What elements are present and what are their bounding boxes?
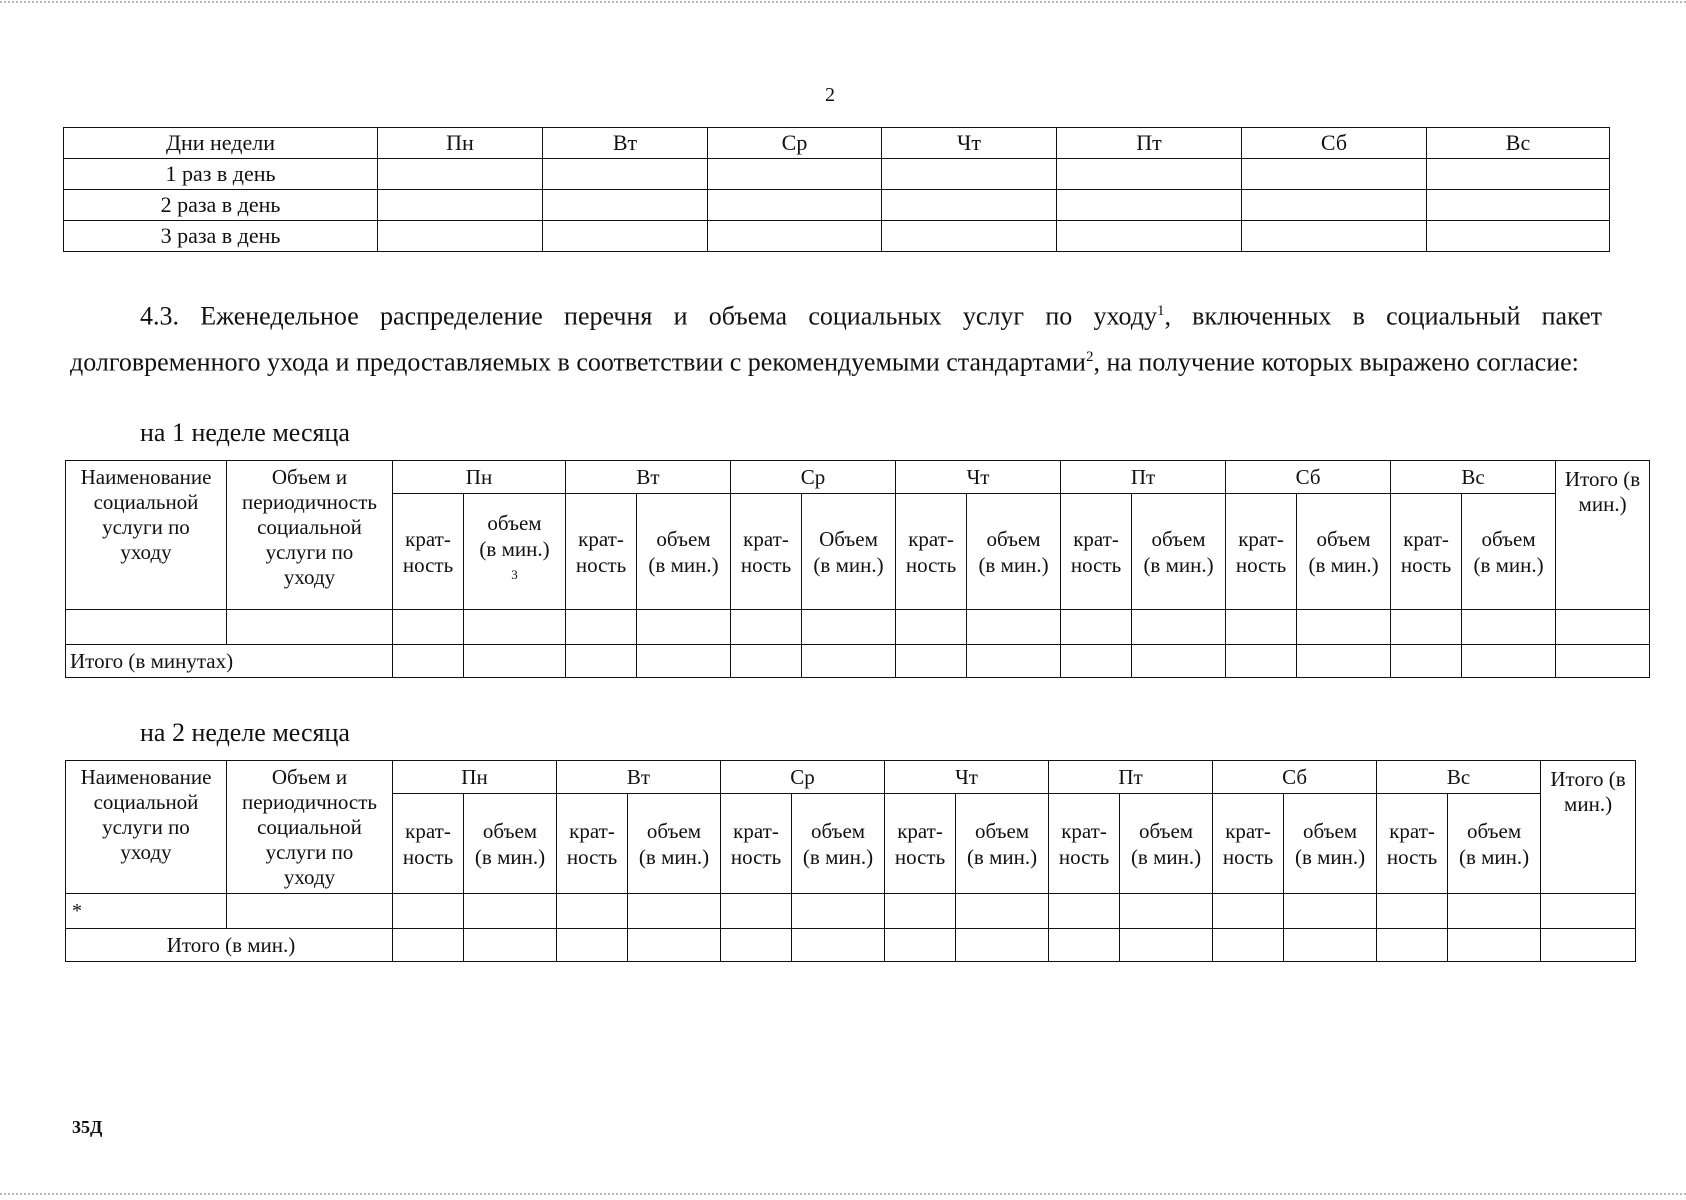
week2-day-tue: Вт bbox=[557, 761, 721, 794]
week2-service-row bbox=[66, 894, 1636, 929]
schedule-cell bbox=[1242, 159, 1427, 190]
schedule-cell bbox=[1057, 190, 1242, 221]
week2-cell bbox=[628, 894, 721, 929]
week2-cell bbox=[1284, 894, 1377, 929]
schedule-row-label: 2 раза в день bbox=[64, 190, 378, 221]
week2-star-cell: * bbox=[66, 894, 227, 929]
schedule-cell bbox=[1057, 221, 1242, 252]
schedule-cell bbox=[882, 159, 1057, 190]
schedule-cell bbox=[1242, 190, 1427, 221]
week2-cell bbox=[393, 929, 464, 962]
week2-header-row bbox=[66, 761, 1636, 794]
week2-cell bbox=[464, 894, 557, 929]
week2-cell bbox=[227, 894, 393, 929]
schedule-cell bbox=[543, 159, 708, 190]
week1-cell bbox=[1061, 645, 1132, 678]
week1-label: на 1 неделе месяца bbox=[140, 418, 350, 447]
week2-cell bbox=[792, 894, 885, 929]
week2-total-label: Итого (в мин.) bbox=[66, 929, 393, 962]
week2-freq-header: крат- ность bbox=[393, 794, 464, 894]
week1-vol-header: объем (в мин.) bbox=[967, 494, 1061, 610]
week1-day-sat: Сб bbox=[1226, 461, 1391, 494]
week1-freq-header: крат- ность bbox=[1391, 494, 1462, 610]
section-text-2: , включенных в социальный пакет долговременного ухода и предоставляемых в соответствии с рекомендуемыми стандартами bbox=[70, 301, 1602, 377]
week1-freq-header: крат- ность bbox=[393, 494, 464, 610]
week1-cell bbox=[731, 645, 802, 678]
scan-edge-top bbox=[0, 1, 1686, 3]
schedule-cell bbox=[543, 221, 708, 252]
week2-day-mon: Пн bbox=[393, 761, 557, 794]
week2-freq-header: крат- ность bbox=[557, 794, 628, 894]
week2-cell bbox=[1541, 929, 1636, 962]
schedule-cell bbox=[882, 221, 1057, 252]
week1-cell bbox=[227, 610, 393, 645]
week1-freq-header: крат- ность bbox=[896, 494, 967, 610]
week2-freq-header: крат- ность bbox=[885, 794, 956, 894]
week1-vol-header: объем (в мин.) bbox=[637, 494, 731, 610]
schedule-day-sun: Вс bbox=[1427, 128, 1610, 159]
week1-cell bbox=[393, 610, 464, 645]
schedule-cell bbox=[708, 190, 882, 221]
week1-total-label: Итого (в минутах) bbox=[66, 645, 393, 678]
week1-day-mon: Пн bbox=[393, 461, 566, 494]
schedule-cell bbox=[378, 159, 543, 190]
week2-day-sat: Сб bbox=[1213, 761, 1377, 794]
week1-cell bbox=[802, 645, 896, 678]
page-number: 2 bbox=[825, 84, 835, 106]
week2-label: на 2 неделе месяца bbox=[140, 718, 350, 747]
week1-service-row bbox=[66, 610, 1650, 645]
schedule-table bbox=[63, 127, 1610, 252]
week2-cell bbox=[1120, 929, 1213, 962]
schedule-cell bbox=[1427, 221, 1610, 252]
week2-cell bbox=[557, 894, 628, 929]
section-text-3: , на получение которых выражено согласие: bbox=[1093, 347, 1579, 377]
week2-day-wed: Ср bbox=[721, 761, 885, 794]
schedule-cell bbox=[1427, 190, 1610, 221]
week2-cell bbox=[464, 929, 557, 962]
week1-day-tue: Вт bbox=[566, 461, 731, 494]
week1-cell bbox=[1462, 610, 1556, 645]
week2-cell bbox=[1213, 929, 1284, 962]
schedule-row bbox=[64, 190, 1610, 221]
week2-cell bbox=[721, 894, 792, 929]
schedule-cell bbox=[708, 221, 882, 252]
week2-freq-header: крат- ность bbox=[1377, 794, 1448, 894]
week1-table bbox=[65, 460, 1650, 678]
week2-cell bbox=[1213, 894, 1284, 929]
week2-day-thu: Чт bbox=[885, 761, 1049, 794]
week2-table bbox=[65, 760, 1636, 962]
week2-cell bbox=[628, 929, 721, 962]
week2-freq-header: крат- ность bbox=[1213, 794, 1284, 894]
week2-cell bbox=[1049, 929, 1120, 962]
footnote-ref-3: 3 bbox=[511, 567, 518, 582]
week1-day-fri: Пт bbox=[1061, 461, 1226, 494]
schedule-cell bbox=[708, 159, 882, 190]
week1-total-row bbox=[66, 645, 1650, 678]
week2-cell bbox=[1120, 894, 1213, 929]
week2-day-fri: Пт bbox=[1049, 761, 1213, 794]
schedule-day-tue: Вт bbox=[543, 128, 708, 159]
week2-vol-header: объем (в мин.) bbox=[1448, 794, 1541, 894]
week1-cell bbox=[1061, 610, 1132, 645]
week1-cell bbox=[566, 645, 637, 678]
week1-vol-header: объем (в мин.) bbox=[1297, 494, 1391, 610]
week1-freq-header: крат- ность bbox=[731, 494, 802, 610]
scan-edge-bottom bbox=[0, 1193, 1686, 1195]
week2-cell bbox=[1284, 929, 1377, 962]
week1-vol-header: объем (в мин.) bbox=[1462, 494, 1556, 610]
schedule-cell bbox=[1427, 159, 1610, 190]
schedule-row bbox=[64, 221, 1610, 252]
week1-cell bbox=[393, 645, 464, 678]
schedule-day-sat: Сб bbox=[1242, 128, 1427, 159]
section-text-1: 4.3. Еженедельное распределение перечня и объема социальных услуг по уходу bbox=[140, 301, 1157, 331]
schedule-cell bbox=[543, 190, 708, 221]
week1-name-header: Наименование социальной услуги по уходу bbox=[66, 461, 227, 610]
week2-vol-header: объем (в мин.) bbox=[1120, 794, 1213, 894]
schedule-row-label: 1 раз в день bbox=[64, 159, 378, 190]
document-code: 35Д bbox=[72, 1117, 103, 1137]
week1-day-sun: Вс bbox=[1391, 461, 1556, 494]
week2-cell bbox=[393, 894, 464, 929]
week2-cell bbox=[885, 894, 956, 929]
week2-vol-header: объем (в мин.) bbox=[792, 794, 885, 894]
schedule-cell bbox=[378, 221, 543, 252]
week1-cell bbox=[802, 610, 896, 645]
schedule-day-wed: Ср bbox=[708, 128, 882, 159]
week2-cell bbox=[1377, 894, 1448, 929]
week1-cell bbox=[1226, 610, 1297, 645]
week1-vol-header: объем (в мин.) $^3$ bbox=[464, 494, 566, 610]
schedule-day-fri: Пт bbox=[1057, 128, 1242, 159]
week2-cell bbox=[792, 929, 885, 962]
week2-cell bbox=[1541, 894, 1636, 929]
schedule-row bbox=[64, 159, 1610, 190]
week1-cell bbox=[896, 645, 967, 678]
week1-total-header: Итого (в мин.) bbox=[1556, 461, 1650, 610]
week1-cell bbox=[464, 645, 566, 678]
schedule-day-mon: Пн bbox=[378, 128, 543, 159]
week1-day-thu: Чт bbox=[896, 461, 1061, 494]
week2-vol-header: объем (в мин.) bbox=[1284, 794, 1377, 894]
week2-cell bbox=[956, 894, 1049, 929]
week1-cell bbox=[464, 610, 566, 645]
week1-cell bbox=[1297, 645, 1391, 678]
week2-cell bbox=[1049, 894, 1120, 929]
week2-freq-header: крат- ность bbox=[1049, 794, 1120, 894]
week1-cell bbox=[1297, 610, 1391, 645]
week1-cell bbox=[967, 645, 1061, 678]
week1-cell bbox=[1556, 645, 1650, 678]
week2-vol-header: объем (в мин.) bbox=[956, 794, 1049, 894]
schedule-cell bbox=[1057, 159, 1242, 190]
footnote-ref-1: 1 bbox=[1156, 303, 1165, 319]
week1-cell bbox=[637, 645, 731, 678]
week2-vol-header: объем (в мин.) bbox=[464, 794, 557, 894]
week2-cell bbox=[1448, 929, 1541, 962]
schedule-cell bbox=[1242, 221, 1427, 252]
week1-cell bbox=[566, 610, 637, 645]
week2-name-header: Наименование социальной услуги по уходу bbox=[66, 761, 227, 894]
week1-cell bbox=[731, 610, 802, 645]
week1-header-row bbox=[66, 461, 1650, 494]
week1-cell bbox=[1132, 645, 1226, 678]
week1-cell bbox=[967, 610, 1061, 645]
week1-vol-header: Объем (в мин.) bbox=[802, 494, 896, 610]
week1-cell bbox=[1226, 645, 1297, 678]
week1-cell bbox=[1132, 610, 1226, 645]
schedule-cell bbox=[882, 190, 1057, 221]
week1-freq-header: крат- ность bbox=[566, 494, 637, 610]
week2-vol-header: объем (в мин.) bbox=[628, 794, 721, 894]
schedule-header-row bbox=[64, 128, 1610, 159]
week1-day-wed: Ср bbox=[731, 461, 896, 494]
week1-cell bbox=[1391, 610, 1462, 645]
footnote-ref-2: 2 bbox=[1085, 348, 1094, 365]
week1-volume-header: Объем и периодичность социальной услуги по уходу bbox=[227, 461, 393, 610]
week1-cell bbox=[637, 610, 731, 645]
schedule-row-label: 3 раза в день bbox=[64, 221, 378, 252]
week1-vol-header: объем (в мин.) bbox=[1132, 494, 1226, 610]
week2-total-row bbox=[66, 929, 1636, 962]
schedule-cell bbox=[378, 190, 543, 221]
week2-cell bbox=[557, 929, 628, 962]
week2-cell bbox=[1377, 929, 1448, 962]
week1-cell bbox=[1462, 645, 1556, 678]
week2-freq-header: крат- ность bbox=[721, 794, 792, 894]
week2-cell bbox=[885, 929, 956, 962]
week2-total-header: Итого (в мин.) bbox=[1541, 761, 1636, 894]
week2-cell bbox=[721, 929, 792, 962]
week2-cell bbox=[1448, 894, 1541, 929]
schedule-day-thu: Чт bbox=[882, 128, 1057, 159]
week2-volume-header: Объем и периодичность социальной услуги по уходу bbox=[227, 761, 393, 894]
week1-cell bbox=[66, 610, 227, 645]
section-paragraph bbox=[70, 291, 1602, 382]
week1-cell bbox=[1391, 645, 1462, 678]
week1-freq-header: крат- ность bbox=[1226, 494, 1297, 610]
week2-day-sun: Вс bbox=[1377, 761, 1541, 794]
week2-cell bbox=[956, 929, 1049, 962]
week1-cell bbox=[1556, 610, 1650, 645]
schedule-header-label: Дни недели bbox=[64, 128, 378, 159]
week1-cell bbox=[896, 610, 967, 645]
week1-freq-header: крат- ность bbox=[1061, 494, 1132, 610]
